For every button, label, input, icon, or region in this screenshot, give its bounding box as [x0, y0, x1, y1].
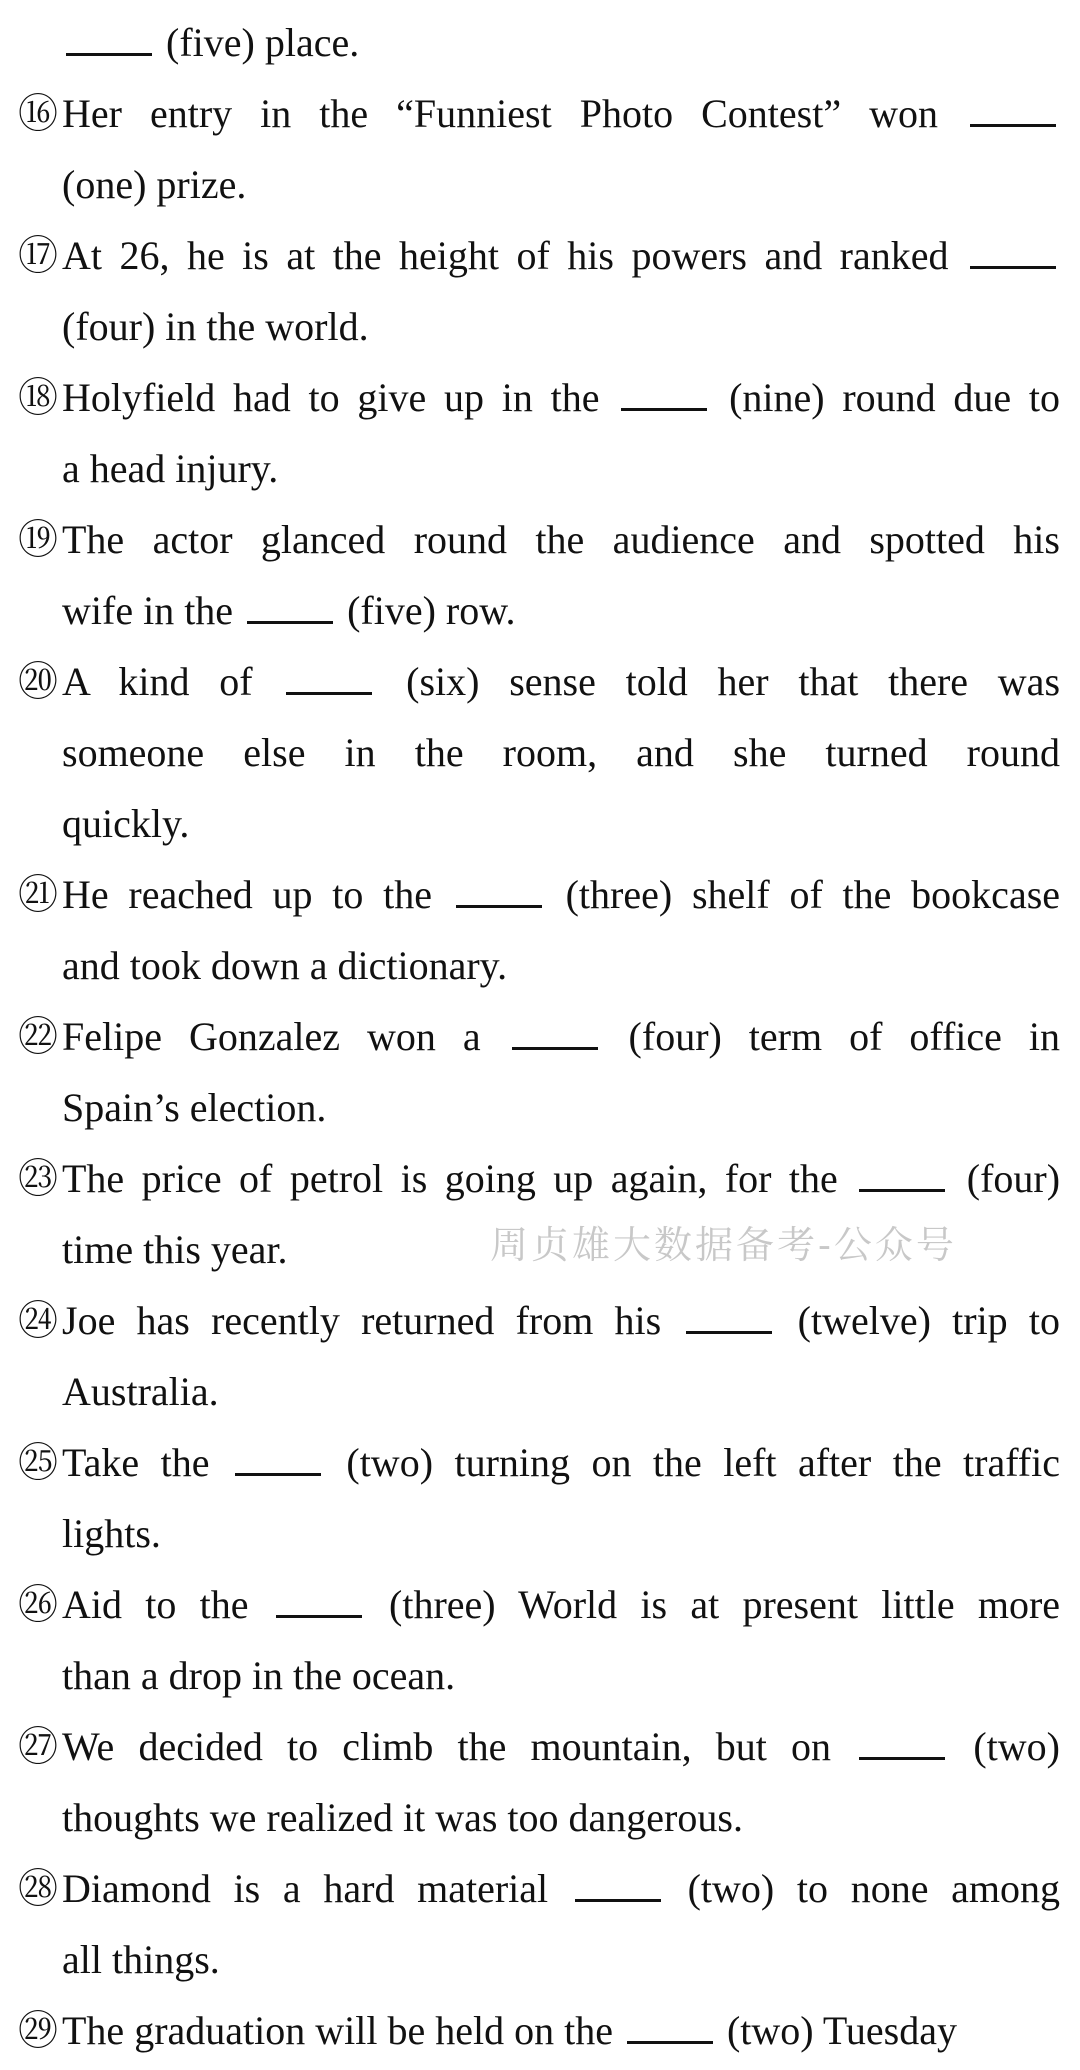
sentence-text: Felipe Gonzalez won a	[62, 1014, 481, 1059]
sentence-line	[62, 657, 1060, 707]
sentence-text: than a drop in the ocean.	[62, 1653, 456, 1698]
sentence-text: (four)	[966, 1156, 1061, 1201]
sentence-text: (one) prize.	[62, 162, 247, 207]
item-number: ⑱	[18, 375, 58, 421]
sentence-line	[62, 515, 1060, 565]
item-number: ㉘	[18, 1866, 58, 1912]
sentence-text: quickly.	[62, 801, 190, 846]
sentence-line	[62, 1438, 1060, 1488]
sentence-text: (twelve) trip to	[797, 1298, 1061, 1343]
sentence-line	[62, 2006, 1060, 2056]
sentence-text: Joe has recently returned from his	[62, 1298, 662, 1343]
sentence-text: Her entry in the “Funniest Photo Contest” won	[62, 91, 938, 136]
sentence-line	[62, 1651, 1060, 1701]
sentence-line	[62, 231, 1060, 281]
item-number: ㉒	[18, 1014, 58, 1060]
sentence-text: The graduation will be held on the	[62, 2008, 613, 2053]
sentence-line	[62, 444, 1060, 494]
sentence-text: Diamond is a hard material	[62, 1866, 549, 1911]
sentence-line	[62, 89, 1060, 139]
answer-blank[interactable]	[970, 90, 1056, 127]
sentence-text: (two) Tuesday	[726, 2008, 957, 2053]
item-number: ㉕	[18, 1440, 58, 1486]
sentence-text: (four) in the world.	[62, 304, 369, 349]
sentence-text: (five) row.	[347, 588, 516, 633]
answer-blank[interactable]	[859, 1723, 945, 1760]
item-number: ㉑	[18, 872, 58, 918]
sentence-text: Aid to the	[62, 1582, 249, 1627]
sentence-text: Holyfield had to give up in the	[62, 375, 600, 420]
sentence-line	[62, 302, 1060, 352]
sentence-text: At 26, he is at the height of his powers and ranked	[62, 233, 949, 278]
sentence-text: (two) turning on the left after the traffic	[346, 1440, 1060, 1485]
answer-blank[interactable]	[456, 871, 542, 908]
sentence-line	[62, 1935, 1060, 1985]
sentence-line	[62, 1083, 1060, 1133]
sentence-text: all things.	[62, 1937, 220, 1982]
sentence-text: We decided to climb the mountain, but on	[62, 1724, 832, 1769]
item-number: ㉓	[18, 1156, 58, 1202]
sentence-text: He reached up to the	[62, 872, 433, 917]
sentence-text: time this year.	[62, 1227, 288, 1272]
sentence-line	[62, 373, 1060, 423]
item-number: ㉗	[18, 1724, 58, 1770]
answer-blank[interactable]	[66, 19, 152, 56]
sentence-line	[62, 1154, 1060, 1204]
sentence-text: (three) shelf of the bookcase	[565, 872, 1061, 917]
sentence-text: someone else in the room, and she turned round	[62, 730, 1060, 775]
item-number: ㉙	[18, 2008, 58, 2054]
sentence-text: (four) term of office in	[628, 1014, 1061, 1059]
answer-blank[interactable]	[235, 1439, 321, 1476]
answer-blank[interactable]	[627, 2007, 713, 2044]
sentence-text: (three) World is at present little more	[389, 1582, 1061, 1627]
sentence-text: a head injury.	[62, 446, 279, 491]
sentence-text: The actor glanced round the audience and spotted his	[62, 517, 1060, 562]
sentence-text: The price of petrol is going up again, for the	[62, 1156, 838, 1201]
answer-blank[interactable]	[575, 1865, 661, 1902]
item-number: ㉔	[18, 1298, 58, 1344]
sentence-text: thoughts we realized it was too dangerous.	[62, 1795, 743, 1840]
answer-blank[interactable]	[621, 374, 707, 411]
sentence-text: (two) to none among	[687, 1866, 1061, 1911]
item-number: ㉖	[18, 1582, 58, 1628]
sentence-line	[62, 870, 1060, 920]
sentence-line	[62, 1367, 1060, 1417]
sentence-text: (six) sense told her that there was	[406, 659, 1061, 704]
sentence-line	[62, 941, 1060, 991]
sentence-text: Take the	[62, 1440, 210, 1485]
sentence-text: (five) place.	[166, 20, 360, 65]
sentence-text: Australia.	[62, 1369, 219, 1414]
sentence-text: (nine) round due to	[729, 375, 1061, 420]
sentence-line	[62, 1722, 1060, 1772]
sentence-line	[62, 1793, 1060, 1843]
item-number: ⑰	[18, 233, 58, 279]
sentence-text: A kind of	[62, 659, 253, 704]
answer-blank[interactable]	[859, 1155, 945, 1192]
sentence-text: wife in the	[62, 588, 234, 633]
sentence-line	[62, 1509, 1060, 1559]
answer-blank[interactable]	[247, 587, 333, 624]
item-number: ⑳	[18, 659, 58, 705]
sentence-line	[62, 18, 1060, 68]
item-number: ⑯	[18, 91, 58, 137]
sentence-text: lights.	[62, 1511, 161, 1556]
answer-blank[interactable]	[286, 658, 372, 695]
sentence-text: (two)	[973, 1724, 1060, 1769]
sentence-line	[62, 1012, 1060, 1062]
sentence-line	[62, 586, 1060, 636]
sentence-line	[62, 1580, 1060, 1630]
sentence-line	[62, 160, 1060, 210]
item-number: ⑲	[18, 517, 58, 563]
sentence-line	[62, 1296, 1060, 1346]
answer-blank[interactable]	[970, 232, 1056, 269]
sentence-line	[62, 728, 1060, 778]
answer-blank[interactable]	[276, 1581, 362, 1618]
sentence-text: Spain’s election.	[62, 1085, 327, 1130]
sentence-line	[62, 799, 1060, 849]
sentence-line	[62, 1864, 1060, 1914]
watermark: 周贞雄大数据备考-公众号	[490, 1223, 957, 1267]
answer-blank[interactable]	[686, 1297, 772, 1334]
answer-blank[interactable]	[512, 1013, 598, 1050]
sentence-text: and took down a dictionary.	[62, 943, 508, 988]
